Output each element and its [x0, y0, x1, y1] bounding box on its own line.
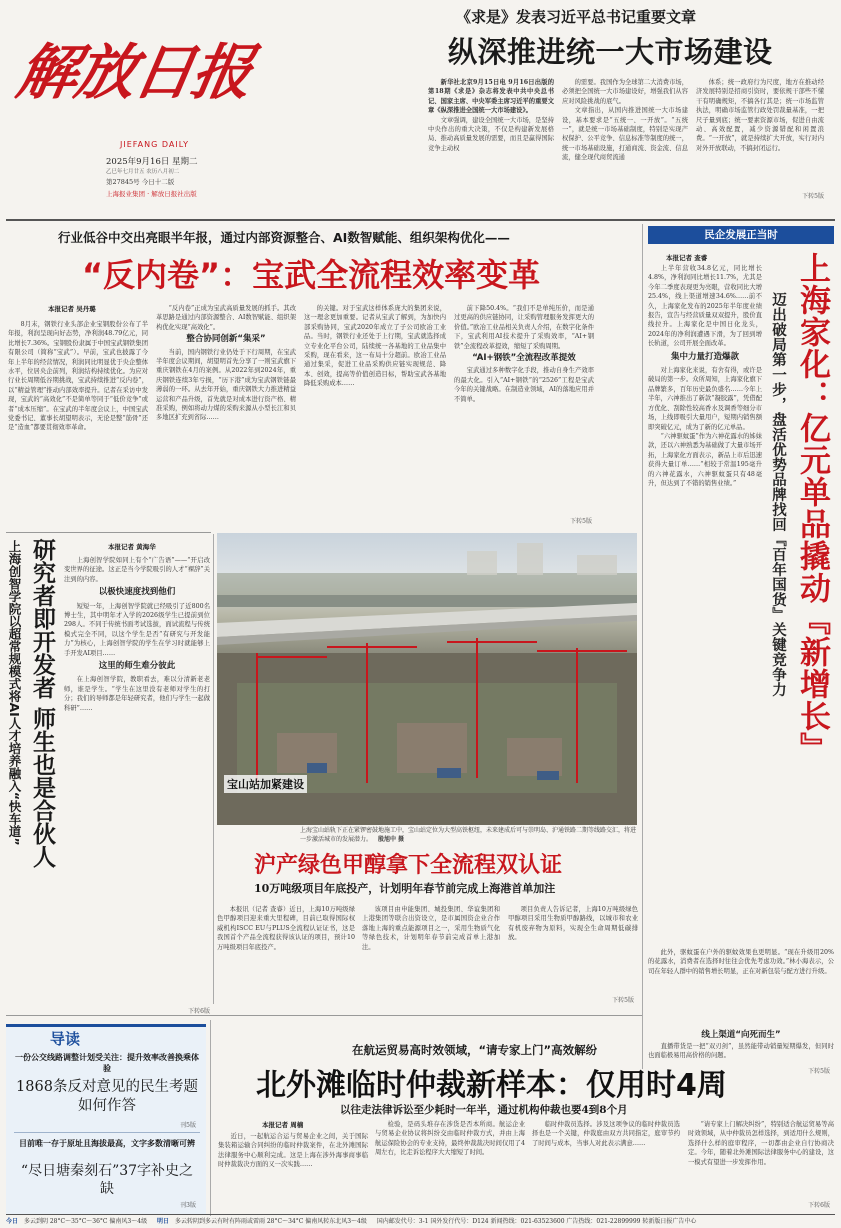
- footer-weather-today: 多云到阴 28°C～35°C～36°C 偏南风3～4级: [23, 1218, 148, 1225]
- jahwa-col1c: “六神驱蚊蛋”作为六神花露水的姊妹款，还以六神熟悉为基础做了大量市场开拓，上海家化方面表示，新品上市后迅速获得大量订单……“相较于常温195毫升的六神花露水，六神驱蚊蛋只有48毫升，但达到了不错的销售业绩。”: [648, 432, 762, 487]
- academy-sub1: 以极快速度找到他们: [98, 587, 176, 598]
- arbitration-col3: [532, 1120, 680, 1210]
- methanol-col2-text: 该项目由申能集团、城投集团、华谊集团和上港集团等联合出资设立，是市属国资企业合作落地上海的重点能源项目之一，采用生物质气化等绿色技术，计划明年春节前完成首单上港加注。: [362, 906, 500, 951]
- arbitration-col1: [218, 1132, 368, 1210]
- guide-item2-more[interactable]: 刊3版: [180, 1202, 196, 1209]
- methanol-col1: [217, 905, 355, 1003]
- top-story: [420, 6, 832, 218]
- methanol-more[interactable]: 下转5版: [612, 997, 634, 1004]
- arbitration-subtitle: 以往走法律诉讼至少耗时一年半，通过机构仲裁也要4到8个月: [340, 1104, 628, 1116]
- guide-title: 导读: [50, 1030, 81, 1048]
- masthead-publisher: 上海报业集团 · 解放日报社出版: [106, 190, 197, 198]
- baowu-col3-text: 的关键。对于宝武这样体系庞大的集团来说，这一理念更加重要。记者从宝武了解到，为加快内部采购协同，宝武2020年成立了子公司欧冶工业品。当时，钢铁行业还处于上行期，宝武就选择成立专业化平台公司，陆续统一各基地的工业品集中采购，现在看来，这一布局十分超前。欧冶工业品通过集采，促进工业品采购供应链实现规范、降本、创效，提高等价值创造目标，帮助宝武各基地降低采购成本……: [304, 305, 446, 388]
- guide-item2-kicker[interactable]: 目前唯一存于原址且海拔最高，文字多数清晰可辨: [19, 1139, 195, 1148]
- baowu-col2: [156, 304, 296, 519]
- baowu-headline: “反内卷”：宝武全流程效率变革: [82, 256, 541, 294]
- methanol-col3: [508, 905, 638, 993]
- baowu-col2b: 当前，国内钢铁行业仍处于下行周期，在宝武半年度会议期间，胡望明首先分享了一则宝武旗下重庆钢铁在4月的案例。从2022年到2024年，重庆钢铁连续3年亏损，“历下港”成为宝武钢铁链最薄弱的一环。从去年开始，重庆钢铁大力推进精益运营和产品升级，首先就是对成本进行资产格、精准采购，例如将动力煤的采购来源从小型长江和贝多地区扩充到省际……: [156, 348, 296, 422]
- jahwa-byline: 本报记者 查睿: [666, 254, 708, 262]
- academy-body: [64, 556, 210, 1004]
- masthead-date: 2025年9月16日 星期二: [106, 157, 198, 167]
- methanol-col3-text: 项目负责人告诉记者，上海10万吨级绿色甲醇项目采用生物质甲醇路线，以城市和农业有机废弃物为原料，实现全生命周期低碳排放。: [508, 906, 638, 942]
- mid-divider: [6, 1015, 642, 1016]
- baowu-col2-subhead: 整合协同创新“集采”: [186, 334, 266, 345]
- guide-item2-title[interactable]: “尽日塘秦刻石”37字补史之缺: [20, 1163, 194, 1197]
- top-story-col1b: 文章强调，建设全国统一大市场，是坚持中央作出的重大决策，不仅是构建新发展格局、推动高质量发展的需要，而且是赢得国际竞争主动权: [428, 116, 554, 152]
- guide-vdivider: [210, 1020, 211, 1216]
- arbitration-headline: 北外滩临时仲裁新样本：仅用时4周: [256, 1068, 727, 1103]
- jahwa-col2-subhead: 线上渠道“向死而生”: [701, 1030, 781, 1040]
- academy-sub2: 这里的师生难分彼此: [98, 661, 176, 672]
- jahwa-col2b-text: 直播带货是一把“双刃剑”，虽然能带动销量短期爆发，但同时也面临极易用高价格的问题。: [648, 1043, 834, 1060]
- arbitration-byline: 本报记者 周楠: [262, 1121, 304, 1129]
- top-story-col3-text: 体系；统一政府行为尺度，地方在推动经济发展特别是招商引资时，要依规干部些不懂干有明确规矩，不搞各行其是；统一市场监管执法，明确市场监管行政处罚裁量基准，一把尺子量到底；统一要素资源市场，促进自由流动、高效配置，减少资源错配和闲置浪费。“一开放”，就是持续扩大开放，实行对内对外开放联动，不搞封闭运行。: [696, 79, 824, 152]
- jahwa-col1-subhead: 集中力量打造爆款: [670, 351, 739, 362]
- footer-contact: 国内邮发代号：3-1 国外发行代号：D124 新闻热线：021-63523600 广告热线：021-22899999 转新版日报广告中心: [376, 1218, 697, 1225]
- jahwa-col2-text: 此外，驱蚊蛋在户外的驱蚊效果也更明显。“现在升级用20%的花露水，消费者在选择时往往会优先考虑功效。”林小海表示，公司在年轻人群中的销售增长明显，正在对新包装与配方进行升级。: [648, 949, 834, 975]
- footer-today-label: 今日: [6, 1218, 19, 1225]
- top-story-more[interactable]: 下转5版: [802, 193, 824, 200]
- footer: [6, 1216, 835, 1227]
- masthead: [10, 6, 275, 214]
- masthead-pinyin: JIEFANG DAILY: [120, 140, 189, 149]
- footer-tomorrow-label: 明日: [157, 1218, 170, 1225]
- methanol-col1-text: 本报讯（记者 查睿）近日，上海10万吨级绿色甲醇项目迎来重大里程碑，目前已取得国际权威机构ISCC EU与PLUS全流程认证证书，这是我国首个产品全流程获得该认证的项目，预计10万吨级项目年底投产。: [217, 906, 355, 951]
- masthead-issue: 第27845号 今日十二版: [106, 178, 175, 186]
- guide-divider: [14, 1132, 200, 1133]
- baowu-col2-text: “反内卷”正成为宝武高质量发展的抓手。其改革思路是通过内部资源整合、AI数智赋能、组织架构优化实现“高效化”。: [156, 305, 296, 331]
- top-story-col3: [696, 78, 824, 190]
- baowu-more[interactable]: 下转5版: [570, 518, 592, 525]
- jahwa-col1b: 对上海家化来说，有舍有得，或许是破局的第一步。众所周知，上海家化旗下品牌繁多，百年历史最负盛名……今年上半年，六神推出了新款“凝胶露”，凭借配方优化、刮除性较高香水及调香等细分市场，上线即吸引大量用户，短期内销售额即突破亿元，成为了新的亿元单品。: [648, 367, 762, 431]
- guide-item1-title[interactable]: 1868条反对意见的民生考题如何作答: [16, 1079, 198, 1114]
- jahwa-col1: [648, 264, 762, 944]
- top-story-col2b: 文章指出，从国内推进国统一大市场建设，基本要求是“五统一、一开放”。“五统一”，就是统一市场基础制度，特别是实现产权保护、公平竞争、信息标准等制度的统一，统一市场基础设施，打通商流、资金流、信息流，健全现代商贸流通: [562, 107, 688, 162]
- guide-item1-more[interactable]: 刊5版: [180, 1122, 196, 1129]
- jahwa-subtitle: 迈出破局第一步，盘活优势品牌找回『百年国货』关键竞争力: [770, 292, 786, 697]
- methanol-col2: [362, 905, 500, 1003]
- baowu-article: [8, 224, 598, 534]
- photo-caption-text: 上海宝山站轨下正在紧锣密鼓地施工中，宝山站定位为大型高铁枢纽，未来建成后可与崇明岛、沪通铁路二期等线路交汇，将进一步激活城市的发展潜力。: [300, 827, 637, 843]
- baowu-col4-subhead: “AI+钢铁”全流程改革提效: [472, 353, 576, 364]
- footer-divider: [6, 1214, 835, 1215]
- baowu-kicker: 行业低谷中交出亮眼半年报，通过内部资源整合、AI数智赋能、组织架构优化——: [58, 230, 510, 245]
- methanol-headline: 沪产绿色甲醇拿下全流程双认证: [254, 853, 563, 878]
- baowu-col4: [454, 304, 594, 504]
- top-story-headline: 纵深推进统一大市场建设: [448, 35, 773, 69]
- academy-body1: 短短一年，上海创智学院就已经吸引了近800名博士生，其中明年才入学的2026级学生已提前到位298人。不同于传统书面考试选拔，面试流程与传统模式完全不同，以这个学生是否“有研究与开发能力”为核心，上海创智学院的学生在学习时就能够上手开发AI项目……: [64, 602, 210, 657]
- baowu-col1-text: 8月末，钢铁行业头部企业宝钢股份公布了半年报，利润呈现向好态势，净利润48.79亿元，同比增长7.36%。宝钢股份隶属于中国宝武钢铁集团有限公司（简称“宝武”）。早前，宝武也披露了今年上半年的经营情况，利润同比明显优于央企整体水平，位居央企前列，利润结构持续优化。为应对行业长周期低谷期挑战，宝武持续推进“反内卷”，以“精益管理”推动内部效率提升。记者在采访中发现，宝武的“高效化”不是简单等同于“低价竞争”或者“成本压缩”。在宝武的半年度会议上，中国宝武党委书记、董事长胡望明表示，无论是整“筋骨”还是“造血”都要贯彻效率革命。: [8, 321, 148, 432]
- guide-item1-kicker[interactable]: 一份公交线路调整计划受关注：提升效率改善换乘体验: [15, 1053, 199, 1073]
- arbitration-col2: [375, 1120, 525, 1210]
- top-story-col2-text: 的需要。我国作为全球第二大消费市场，必须把全国统一大市场建设好，增强我们从容应对风险挑战的底气。: [562, 79, 688, 105]
- top-divider: [6, 219, 835, 221]
- jahwa-more[interactable]: 下转5版: [808, 1068, 830, 1075]
- arbitration-col4: [688, 1120, 834, 1200]
- baowu-col4b: 宝武通过多种数字化手段，推动自身生产效率的最大化。引入“AI+钢铁”的“2526”工程是宝武今年的关键战略。在制造业领域，AI的落地应用并不简单。: [454, 367, 594, 403]
- academy-title2: 上海创智学院以超常规模式将AI人才培养融入“快车道”: [7, 540, 22, 846]
- arbitration-col1-text: 近日，一起航运合运与贸易企业之间，关于国际集装箱运输合同纠纷的临时仲裁案件，在北外滩国际法律服务中心顺利完成。这是上海在涉外海事商事临时仲裁裁决方面的又一次实践……: [218, 1133, 368, 1169]
- photo-credit: 殷旭中 摄: [377, 836, 405, 843]
- arbitration-kicker: 在航运贸易高时效领域，“请专家上门”高效解纷: [352, 1043, 598, 1057]
- baowu-byline: 本报记者 吴丹璐: [48, 305, 96, 313]
- baowu-col4-text: 前下降50.4%。“我们不是单纯压价，而是通过更高的供应链协同，让采购管理服务发挥更大的价值。”欧冶工业品相关负责人介绍，在数字化条件下，宝武利用AI技术提升了采购效率，“AI+钢铁”全流程改革提效，缩短了采购周期。: [454, 305, 594, 350]
- photo-caption: [300, 826, 636, 844]
- jahwa-col2: [648, 948, 834, 1020]
- jahwa-col1-text: 上半年营收34.8亿元，同比增长4.8%，净利润同比增长11.7%，尤其是今年二季度表现更为亮眼，营收同比大增25.4%，线上渠道增速34.6%……前不久，上海家化发布的2025年半年度业绩报告，宣告与经营质量双双提升，股价直线拉升。上海家化是中国日化龙头，2024年的净利润遭遇下滑，为了回到增长轨道，公司开展全面改革。: [648, 265, 762, 348]
- arbitration-col3-text: 临时仲裁员选择。涉及这项争议的临时仲裁员选择也是一个关键，仲裁庭由双方共同指定，庭审节约了时间与成本，当事人对此表示满意……: [532, 1121, 680, 1147]
- masthead-lunar: 乙巳年七月廿五 农历八月初二: [106, 169, 180, 175]
- methanol-subtitle: 10万吨级项目年底投产，计划明年春节前完成上海港首单加注: [254, 882, 556, 895]
- top-story-col1-text: 新华社北京9月15日电 9月16日出版的第18期《求是》杂志将发表中共中央总书记、国家主席、中央军委主席习近平的重要文章《纵深推进全国统一大市场建设》。: [428, 79, 554, 115]
- footer-weather-tomorrow: 多云转阴到多云有时有阵雨或雷雨 28°C～34°C 偏南风转东北风3～4级: [174, 1218, 367, 1225]
- arbitration-col4-text: “请专家上门解决纠纷”，特别适合航运贸易等高时效领域，从中仲裁员怎样选择，到适用什么规则，选择什么样的庭审程序，一切都由企业自行协商决定。今年，随着北外滩国际法律服务中心的建设，这一模式有望进一步发挥作用。: [688, 1121, 834, 1166]
- academy-vdivider: [213, 534, 214, 1004]
- academy-title1: 研究者即开发者 师生也是合伙人: [29, 538, 55, 869]
- top-story-col2: [562, 78, 688, 203]
- top-story-col1: [428, 78, 554, 203]
- baowu-col3: [304, 304, 446, 519]
- masthead-logo: 解放日报: [11, 38, 257, 108]
- jahwa-banner-label: 民企发展正当时: [704, 229, 778, 241]
- jahwa-headline: 上海家化：亿元单品撬动『新增长』: [794, 252, 830, 764]
- baowu-col1: [8, 320, 148, 472]
- arbitration-col2-text: 检验，是码头堆存在涉货是否本所商。航运企业与贸易企业协议将纠纷交由临时仲裁方式，并由上海航运保险协会的专业支持，最终仲裁裁决时间仅用了4周左右，比走诉讼程序大大缩短了时间。: [375, 1121, 525, 1157]
- photo-label: 宝山站加紧建设: [224, 775, 307, 793]
- arbitration-more[interactable]: 下转6版: [808, 1202, 830, 1209]
- academy-body2: 在上海创智学院，教职看去，难以分清新老老师，谁是学生。“学生在这里没有老师对学生的打分；我们的导师都是年轻研究者，他们与学生一起做科研”……: [64, 676, 210, 712]
- jahwa-divider: [642, 224, 643, 1069]
- academy-byline: 本报记者 黄海华: [108, 543, 156, 551]
- top-story-kicker: 《求是》发表习近平总书记重要文章: [456, 8, 697, 26]
- academy-intro: 上海创智学院如同上有个“广告语”——“开启改变世界的征途。这正是当今学院吸引的人才“裸辞”关注到的内容。: [64, 557, 210, 583]
- academy-divider: [6, 532, 211, 533]
- academy-more[interactable]: 下转6版: [188, 1008, 210, 1015]
